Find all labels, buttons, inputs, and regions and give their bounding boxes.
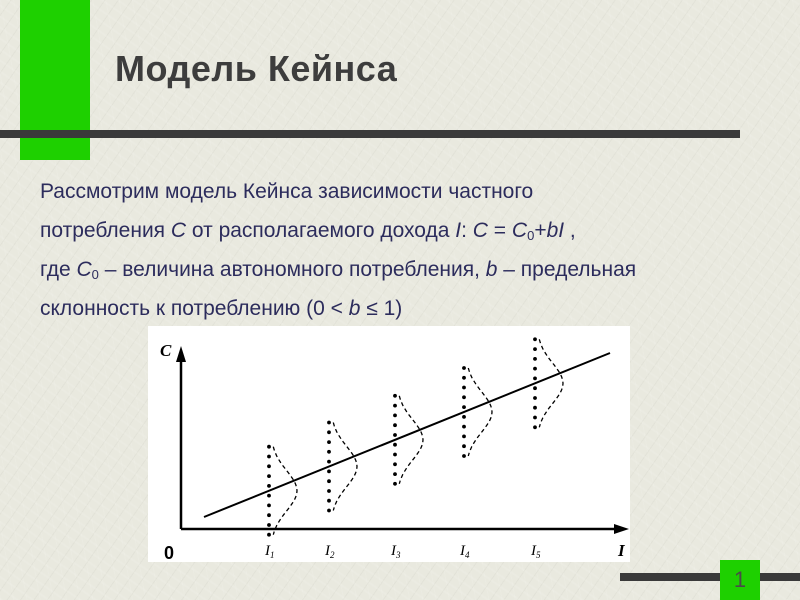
observation-dot [533, 347, 537, 351]
y-axis-arrow [176, 346, 186, 362]
observation-dot [327, 450, 331, 454]
formula-subscript: 0 [527, 228, 535, 243]
observation-dot [533, 357, 537, 361]
x-axis-label: I [618, 541, 625, 560]
observation-dot [267, 445, 271, 449]
text-span: склонность к потреблению (0 < [40, 297, 349, 320]
subscript: 0 [91, 267, 99, 282]
observation-dot [327, 489, 331, 493]
observation-dot [267, 533, 271, 537]
observation-dot [327, 430, 331, 434]
density-curve [539, 339, 563, 427]
observation-dot [327, 460, 331, 464]
income-tick-2: $I_2$ [325, 543, 335, 560]
var-c0: C [76, 258, 92, 281]
axes [176, 346, 629, 534]
var-c: C [170, 219, 187, 242]
observation-dot [393, 443, 397, 447]
density-curve [399, 396, 423, 484]
observation-dot [462, 395, 466, 399]
observation-dot [267, 513, 271, 517]
observation-dot [267, 455, 271, 459]
income-tick-1: $I_1$ [265, 543, 275, 560]
text-span: : [461, 219, 473, 242]
observation-dot [462, 454, 466, 458]
body-line-2 [40, 211, 760, 250]
observation-dot [533, 377, 537, 381]
observation-dot [327, 509, 331, 513]
observation-dot [393, 394, 397, 398]
observation-dot [533, 396, 537, 400]
observation-dot [267, 474, 271, 478]
regression-line [204, 353, 610, 517]
text-span: – предельная [497, 258, 637, 281]
var-b: b [485, 258, 498, 281]
slide-title: Модель Кейнса [115, 48, 398, 89]
text-span: – величина автономного потребления, [98, 258, 486, 281]
observation-dot [533, 386, 537, 390]
text-span: где [40, 258, 77, 281]
observation-dot [462, 405, 466, 409]
density-curve [468, 368, 492, 456]
title-divider [0, 130, 740, 138]
observation-dot [327, 421, 331, 425]
observation-dot [462, 376, 466, 380]
observation-dot [393, 404, 397, 408]
observation-dot [462, 425, 466, 429]
regression-diagram [148, 326, 630, 562]
observation-dot [462, 415, 466, 419]
observation-dot [393, 472, 397, 476]
footer-divider [620, 573, 800, 581]
observation-dot [462, 444, 466, 448]
observation-dot [267, 504, 271, 508]
observation-dot [533, 406, 537, 410]
income-tick-3: $I_3$ [391, 543, 401, 560]
observation-dot [533, 425, 537, 429]
body-line-4 [40, 289, 760, 328]
observation-dot [462, 435, 466, 439]
text-span: , [564, 219, 576, 242]
observation-dot [267, 484, 271, 488]
body-line-1 [40, 172, 760, 211]
page-number: 1 [720, 560, 760, 600]
text-span: от располагаемого дохода [186, 219, 456, 242]
text-span: потребления [40, 219, 171, 242]
density-curve [333, 423, 357, 511]
observation-dot [327, 440, 331, 444]
observation-dot [393, 462, 397, 466]
formula-plus: + [534, 219, 547, 242]
var-i: I [455, 219, 462, 242]
observation-dot [267, 523, 271, 527]
observation-dot [327, 470, 331, 474]
distributions [267, 337, 563, 536]
observation-dot [533, 337, 537, 341]
density-curve [273, 447, 297, 535]
income-tick-4: $I_4$ [460, 543, 470, 560]
slide-body [40, 172, 760, 328]
formula-equals: = [487, 219, 512, 242]
observation-dot [267, 464, 271, 468]
observation-dot [393, 453, 397, 457]
origin-label: 0 [164, 543, 175, 562]
body-line-3 [40, 250, 760, 289]
body-line-1-text: Рассмотрим модель Кейнса зависимости частного [40, 180, 534, 203]
observation-dot [533, 416, 537, 420]
formula-c0: C [511, 219, 528, 242]
regression-diagram-svg [148, 326, 630, 562]
observation-dot [393, 433, 397, 437]
observation-dot [327, 479, 331, 483]
observation-dot [327, 499, 331, 503]
observation-dot [462, 366, 466, 370]
observation-dot [267, 494, 271, 498]
income-tick-labels [264, 543, 541, 560]
observation-dot [393, 423, 397, 427]
formula-c: C [472, 219, 488, 242]
x-axis-arrow [614, 524, 629, 534]
observation-dot [462, 386, 466, 390]
y-axis-label: C [160, 341, 172, 360]
income-tick-5: $I_5$ [531, 543, 541, 560]
observation-dot [393, 414, 397, 418]
formula-bi: bI [546, 219, 565, 242]
var-b: b [348, 297, 361, 320]
text-span: ≤ 1) [360, 297, 403, 320]
observation-dot [533, 367, 537, 371]
observation-dot [393, 482, 397, 486]
